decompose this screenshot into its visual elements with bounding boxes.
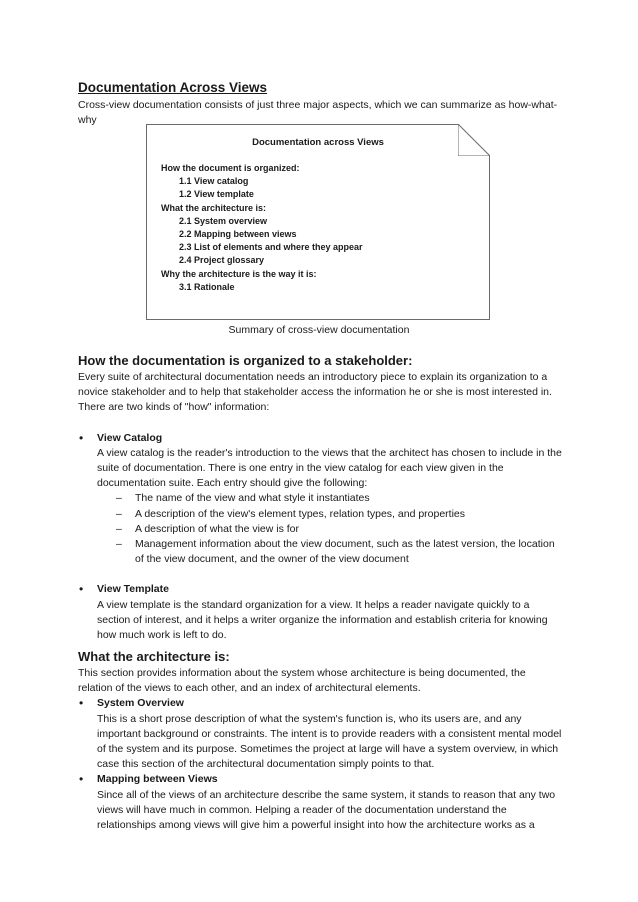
figure-outline-line: 3.1 Rationale xyxy=(179,281,235,292)
section-body: Every suite of architectural documentation needs an introductory piece to explain its organization to a novice stakeholder and to help that stakeholder access the information he or she is most interested in. There are two kinds of "how" information: xyxy=(78,371,552,414)
figure-outline-line: What the architecture is: xyxy=(161,202,267,213)
bullet-text: Since all of the views of an architecture describe the same system, it stands to reason that any two views will have much in common. Helping a reader of the documentation understand the relationships among views will give him a powerful insight into how the architecture works as a xyxy=(97,788,556,832)
bullet-title: • View Catalog xyxy=(97,431,163,444)
page-title: Documentation Across Views xyxy=(78,80,268,95)
bullet-title: • View Template xyxy=(97,583,169,596)
sub-list-item: – The name of the view and what style it instantiates xyxy=(97,491,562,506)
intro-paragraph: Cross-view documentation consists of just three major aspects, which we can summarize as how-what-why xyxy=(78,99,558,127)
sub-list-item: – A description of the view's element types, relation types, and properties xyxy=(97,507,562,522)
figure-outline-line: 2.4 Project glossary xyxy=(179,255,265,266)
list-item-system-overview xyxy=(78,696,562,772)
bullet-text: This is a short prose description of what the system's function is, who its users are, and any important background or constraints. The intent is to provide readers with a consistent mental model of the system and its purpose. Sometimes the project at large will have a system overview, in which case this section of the architectural documentation simply points to that. xyxy=(97,712,562,771)
figure-outline-line: 2.3 List of elements and where they appear xyxy=(179,242,363,253)
section-how xyxy=(78,352,562,643)
list-item-mapping-between-views xyxy=(78,772,562,833)
sub-list-item: – A description of what the view is for xyxy=(97,522,562,537)
figure-outline-line: 2.1 System overview xyxy=(179,215,268,226)
figure-outline-line: How the document is organized: xyxy=(161,163,300,173)
bullet-title: • Mapping between Views xyxy=(97,773,218,786)
figure-outline-line: 1.1 View catalog xyxy=(179,176,249,187)
figure-outline-line: Why the architecture is the way it is: xyxy=(161,268,317,279)
figure-outline-line: 1.2 View template xyxy=(179,189,254,200)
section-heading: How the documentation is organized to a stakeholder: xyxy=(78,353,413,368)
figure-title: Documentation across Views xyxy=(252,137,384,148)
section-what xyxy=(78,648,562,833)
bullet-title: • System Overview xyxy=(97,697,184,710)
figure-caption: Summary of cross-view documentation xyxy=(228,324,410,336)
sub-list-item: – Management information about the view document, such as the latest version, the location of the view document, and the owner of the view document xyxy=(97,537,562,567)
bullet-text: A view catalog is the reader's introduction to the views that the architect has chosen to include in the suite of documentation. There is one entry in the view catalog for each view given in the documentation suite. Each entry should give the following: xyxy=(97,446,562,490)
figure-outline-line: 2.2 Mapping between views xyxy=(179,229,297,239)
section-heading: What the architecture is: xyxy=(78,649,230,664)
list-item-view-catalog xyxy=(78,431,562,568)
documentation-figure xyxy=(146,124,490,320)
bullet-text: A view template is the standard organization for a view. It helps a reader navigate quickly to a section of interest, and it helps a writer organize the information and establish criteria for knowing how much work is left to do. xyxy=(97,598,548,642)
section-body: This section provides information about the system whose architecture is being documented, the relation of the views to each other, and an index of architectural elements. xyxy=(78,667,526,695)
list-item-view-template xyxy=(78,582,562,643)
